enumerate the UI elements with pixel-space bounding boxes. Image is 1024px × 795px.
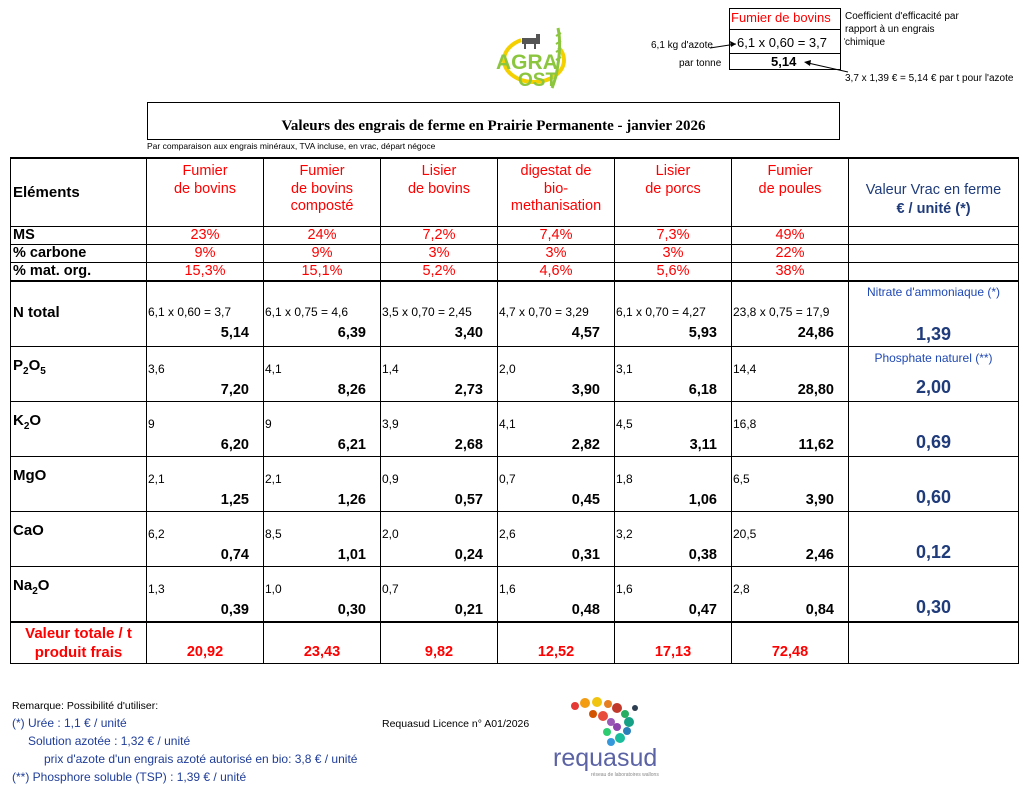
element-value-cell	[498, 457, 615, 512]
computed-value: 1,26	[337, 492, 366, 508]
product-header-line: Fumier	[299, 163, 345, 179]
calc-text: 2,1	[148, 472, 165, 486]
calc-text: 1,3	[148, 582, 165, 596]
computed-value: 1,06	[688, 492, 717, 508]
empty-value-cell	[849, 262, 1019, 281]
calc-text: 3,5 x 0,70 = 2,45	[382, 304, 472, 319]
calc-text: 6,2	[148, 527, 165, 541]
element-value-cell	[264, 567, 381, 622]
element-value-cell	[498, 281, 615, 347]
element-value-cell	[615, 512, 732, 567]
pct-value: 3%	[498, 244, 615, 262]
product-header	[732, 158, 849, 226]
calc-text: 14,4	[733, 362, 757, 376]
formula-subscript: 2	[23, 366, 29, 377]
element-label	[11, 281, 147, 347]
calc-text: 9	[265, 417, 272, 431]
computed-value: 0,57	[454, 492, 483, 508]
calc-text: 4,1	[265, 362, 282, 376]
element-row	[11, 567, 1019, 622]
pct-value: 5,2%	[381, 262, 498, 281]
computed-value: 1,01	[337, 547, 366, 563]
calc-text: 0,7	[382, 582, 399, 596]
pct-value: 5,6%	[615, 262, 732, 281]
unit-price-cell	[849, 347, 1019, 402]
element-row	[11, 281, 1019, 347]
product-header-line: de bovins	[407, 180, 471, 197]
calc-text: 4,1	[499, 417, 516, 431]
pct-value: 22%	[732, 244, 849, 262]
unit-price-value: 1,39	[915, 323, 952, 344]
licence-text: Requasud Licence n° A01/2026	[382, 718, 530, 730]
element-label-text	[13, 412, 41, 432]
empty-value-cell	[849, 622, 1019, 664]
element-value-cell	[732, 347, 849, 402]
unit-price-cell	[849, 281, 1019, 347]
explanation-note-nitrogen: 6,1 kg d'azote	[651, 40, 713, 51]
total-row	[11, 622, 1019, 664]
calc-text: 3,1	[616, 362, 633, 376]
pct-value: 3%	[615, 244, 732, 262]
unit-price-cell	[849, 457, 1019, 512]
element-value-cell	[381, 567, 498, 622]
element-value-cell	[732, 281, 849, 347]
computed-value: 2,68	[454, 437, 483, 453]
explanation-arrows	[700, 36, 850, 92]
calc-text: 6,5	[733, 472, 750, 486]
computed-value: 6,39	[337, 324, 366, 341]
product-header	[381, 158, 498, 226]
element-value-cell	[732, 457, 849, 512]
formula-part: Na	[13, 577, 33, 594]
product-header-line: de porcs	[645, 180, 701, 197]
pct-value: 24%	[264, 226, 381, 244]
element-row	[11, 347, 1019, 402]
unit-price-value: 2,00	[915, 377, 952, 397]
product-header-line: composté	[290, 198, 354, 214]
calc-text: 1,6	[499, 582, 516, 596]
element-label-text	[13, 522, 44, 539]
pct-row	[11, 262, 1019, 281]
element-label	[11, 512, 147, 567]
element-label-text	[13, 577, 49, 597]
element-value-cell	[381, 457, 498, 512]
computed-value: 0,84	[805, 602, 834, 618]
calc-text: 0,7	[499, 472, 516, 486]
computed-value: 3,90	[571, 382, 600, 398]
agra-text: AGRA	[496, 51, 558, 74]
element-value-cell	[615, 567, 732, 622]
elements-header: Eléments	[11, 158, 147, 226]
element-label	[11, 402, 147, 457]
product-header-line: bio-	[543, 180, 569, 197]
computed-value: 0,24	[454, 547, 483, 563]
computed-value: 3,40	[454, 324, 483, 341]
formula-part: O	[29, 412, 42, 429]
calc-text: 2,0	[499, 362, 516, 376]
pct-value: 9%	[147, 244, 264, 262]
computed-value: 0,39	[220, 602, 249, 618]
total-value: 23,43	[264, 622, 381, 664]
element-value-cell	[732, 512, 849, 567]
pct-value: 4,6%	[498, 262, 615, 281]
unit-price-value: 0,12	[915, 542, 952, 562]
calc-text: 20,5	[733, 527, 757, 541]
value-header-line2: € / unité (*)	[896, 201, 971, 217]
computed-value: 28,80	[797, 382, 834, 398]
computed-value: 0,74	[220, 547, 249, 563]
element-value-cell	[147, 402, 264, 457]
formula-subscript: 5	[40, 366, 46, 377]
element-value-cell	[498, 512, 615, 567]
requasud-dots-icon	[571, 697, 638, 746]
empty-value-cell	[849, 226, 1019, 244]
value-header-line1: Valeur Vrac en ferme	[865, 182, 1002, 198]
page-subtitle: Par comparaison aux engrais minéraux, TVA incluse, en vrac, départ négoce	[147, 141, 436, 151]
pct-row	[11, 226, 1019, 244]
formula-part: P	[13, 357, 24, 374]
computed-value: 0,45	[571, 492, 600, 508]
requasud-logo	[545, 694, 675, 784]
total-label	[11, 622, 147, 664]
calc-text: 3,2	[616, 527, 633, 541]
total-value: 72,48	[732, 622, 849, 664]
computed-value: 1,25	[220, 492, 249, 508]
product-header-line: de poules	[758, 180, 822, 197]
element-value-cell	[615, 281, 732, 347]
explanation-note-per-ton: par tonne	[679, 58, 722, 69]
element-value-cell	[147, 567, 264, 622]
element-value-cell	[732, 402, 849, 457]
element-value-cell	[264, 402, 381, 457]
element-value-cell	[264, 512, 381, 567]
unit-price-cell	[849, 512, 1019, 567]
unit-price-label: Phosphate naturel (**)	[874, 351, 993, 365]
explanation-note-price: 3,7 x 1,39 € = 5,14 € par t pour l'azote	[845, 73, 1014, 84]
pct-value: 7,2%	[381, 226, 498, 244]
product-header-line: methanisation	[510, 198, 602, 214]
computed-value: 8,26	[337, 382, 366, 398]
pct-value: 23%	[147, 226, 264, 244]
computed-value: 7,20	[220, 382, 249, 398]
product-header-line: digestat de	[520, 163, 592, 179]
element-value-cell	[381, 347, 498, 402]
total-value: 17,13	[615, 622, 732, 664]
calc-text: 0,9	[382, 472, 399, 486]
calc-text: 9	[148, 417, 155, 431]
element-value-cell	[381, 402, 498, 457]
computed-value: 5,93	[688, 324, 717, 341]
formula-subscript: 2	[32, 586, 38, 597]
element-value-cell	[498, 347, 615, 402]
total-value: 9,82	[381, 622, 498, 664]
calc-text: 6,1 x 0,75 = 4,6	[265, 304, 349, 319]
computed-value: 3,90	[805, 492, 834, 508]
calc-text: 3,9	[382, 417, 399, 431]
element-label-text	[13, 357, 46, 377]
product-header	[498, 158, 615, 226]
ost-text: OST	[518, 70, 558, 90]
explanation-box-title: Fumier de bovins	[731, 10, 831, 25]
element-value-cell	[264, 281, 381, 347]
formula-part: O	[28, 357, 41, 374]
calc-text: 2,1	[265, 472, 282, 486]
computed-value: 0,48	[571, 602, 600, 618]
element-value-cell	[381, 281, 498, 347]
calc-text: 6,1 x 0,70 = 4,27	[616, 304, 706, 319]
element-value-cell	[264, 347, 381, 402]
total-label-line2: produit frais	[34, 643, 123, 661]
computed-value: 4,57	[571, 324, 600, 341]
element-row	[11, 402, 1019, 457]
fertilizer-value-table	[10, 157, 1019, 664]
pct-value: 15,3%	[147, 262, 264, 281]
calc-text: 2,0	[382, 527, 399, 541]
unit-price-label: Nitrate d'ammoniaque (*)	[866, 284, 1000, 299]
remark-solution-azotee: Solution azotée : 1,32 € / unité	[28, 734, 191, 748]
requasud-tagline: réseau de laboratoires wallons	[591, 772, 659, 778]
explanation-note-coefficient: Coefficient d'efficacité par rapport à un engrais chimique	[845, 11, 959, 48]
pct-value: 3%	[381, 244, 498, 262]
computed-value: 6,20	[220, 437, 249, 453]
element-row	[11, 512, 1019, 567]
calc-text: 23,8 x 0,75 = 17,9	[733, 304, 830, 319]
unit-price-value: 0,30	[915, 597, 952, 617]
remark-tsp: (**) Phosphore soluble (TSP) : 1,39 € / unité	[12, 770, 247, 784]
calc-text: 2,6	[499, 527, 516, 541]
computed-value: 11,62	[798, 437, 834, 453]
pct-value: 7,4%	[498, 226, 615, 244]
explanation-divider	[729, 29, 841, 30]
remark-uree: (*) Urée : 1,1 € / unité	[12, 716, 127, 730]
product-header-line: de bovins	[290, 180, 354, 197]
computed-value: 3,11	[689, 437, 717, 453]
calc-text: 1,4	[382, 362, 399, 376]
element-value-cell	[147, 457, 264, 512]
formula-part: CaO	[13, 522, 44, 539]
formula-part: K	[13, 412, 24, 429]
total-value: 12,52	[498, 622, 615, 664]
product-header-line: Lisier	[421, 163, 457, 179]
formula-subscript: 2	[23, 421, 30, 432]
computed-value: 0,38	[688, 547, 717, 563]
computed-value: 5,14	[220, 324, 249, 341]
calc-text: 16,8	[733, 417, 757, 431]
computed-value: 24,86	[797, 324, 834, 341]
pct-value: 9%	[264, 244, 381, 262]
product-header-line: de bovins	[173, 180, 237, 197]
element-value-cell	[264, 457, 381, 512]
element-value-cell	[498, 402, 615, 457]
pct-value: 38%	[732, 262, 849, 281]
element-label-text: N total	[13, 303, 60, 321]
element-label-text	[13, 467, 46, 484]
pct-value: 49%	[732, 226, 849, 244]
pct-value: 7,3%	[615, 226, 732, 244]
unit-price-cell	[849, 567, 1019, 622]
calc-text: 1,0	[265, 582, 282, 596]
calc-text: 4,7 x 0,70 = 3,29	[499, 304, 589, 319]
requasud-name: requasud	[553, 744, 658, 772]
calc-text: 2,8	[733, 582, 750, 596]
explanation-calc: 6,1 x 0,60 = 3,7	[737, 35, 827, 50]
computed-value: 0,31	[571, 547, 600, 563]
row-label: MS	[11, 226, 147, 244]
calc-text: 6,1 x 0,60 = 3,7	[148, 304, 232, 319]
calc-text: 1,8	[616, 472, 633, 486]
formula-part: O	[37, 577, 50, 594]
product-header-line: Fumier	[182, 163, 228, 179]
row-label: % mat. org.	[11, 262, 147, 281]
computed-value: 6,18	[688, 382, 717, 398]
value-header	[849, 158, 1019, 226]
calc-text: 4,5	[616, 417, 633, 431]
element-row	[11, 457, 1019, 512]
element-label	[11, 457, 147, 512]
unit-price-cell	[849, 402, 1019, 457]
page-title: Valeurs des engrais de ferme en Prairie Permanente - janvier 2026	[281, 118, 706, 134]
pct-value: 15,1%	[264, 262, 381, 281]
product-header-line: Fumier	[767, 163, 813, 179]
calc-text: 1,6	[616, 582, 633, 596]
element-value-cell	[615, 402, 732, 457]
element-value-cell	[498, 567, 615, 622]
unit-price-value: 0,60	[915, 487, 952, 507]
element-value-cell	[147, 347, 264, 402]
calc-text: 3,6	[148, 362, 165, 376]
row-label: % carbone	[11, 244, 147, 262]
unit-price-value: 0,69	[915, 432, 952, 452]
pct-row	[11, 244, 1019, 262]
computed-value: 0,21	[454, 602, 483, 618]
table-header-row	[11, 158, 1019, 226]
element-value-cell	[615, 457, 732, 512]
computed-value: 2,46	[805, 547, 834, 563]
computed-value: 0,30	[337, 602, 366, 618]
product-header	[147, 158, 264, 226]
empty-value-cell	[849, 244, 1019, 262]
element-value-cell	[732, 567, 849, 622]
computed-value: 6,21	[337, 437, 366, 453]
element-label	[11, 347, 147, 402]
agra-ost-logo	[488, 22, 583, 90]
formula-part: MgO	[13, 467, 47, 484]
product-header-line: Lisier	[655, 163, 691, 179]
product-header	[264, 158, 381, 226]
element-value-cell	[615, 347, 732, 402]
computed-value: 2,82	[571, 437, 600, 453]
total-value: 20,92	[147, 622, 264, 664]
element-value-cell	[147, 512, 264, 567]
remark-bio-nitrogen: prix d'azote d'un engrais azoté autorisé en bio: 3,8 € / unité	[44, 752, 358, 766]
total-label-line1: Valeur totale / t	[25, 624, 132, 642]
element-value-cell	[147, 281, 264, 347]
element-label	[11, 567, 147, 622]
calc-text: 8,5	[265, 527, 282, 541]
element-value-cell	[381, 512, 498, 567]
explanation-result: 5,14	[771, 54, 797, 69]
product-header	[615, 158, 732, 226]
computed-value: 2,73	[454, 382, 483, 398]
remarks-title: Remarque: Possibilité d'utiliser:	[12, 700, 159, 712]
computed-value: 0,47	[688, 602, 717, 618]
